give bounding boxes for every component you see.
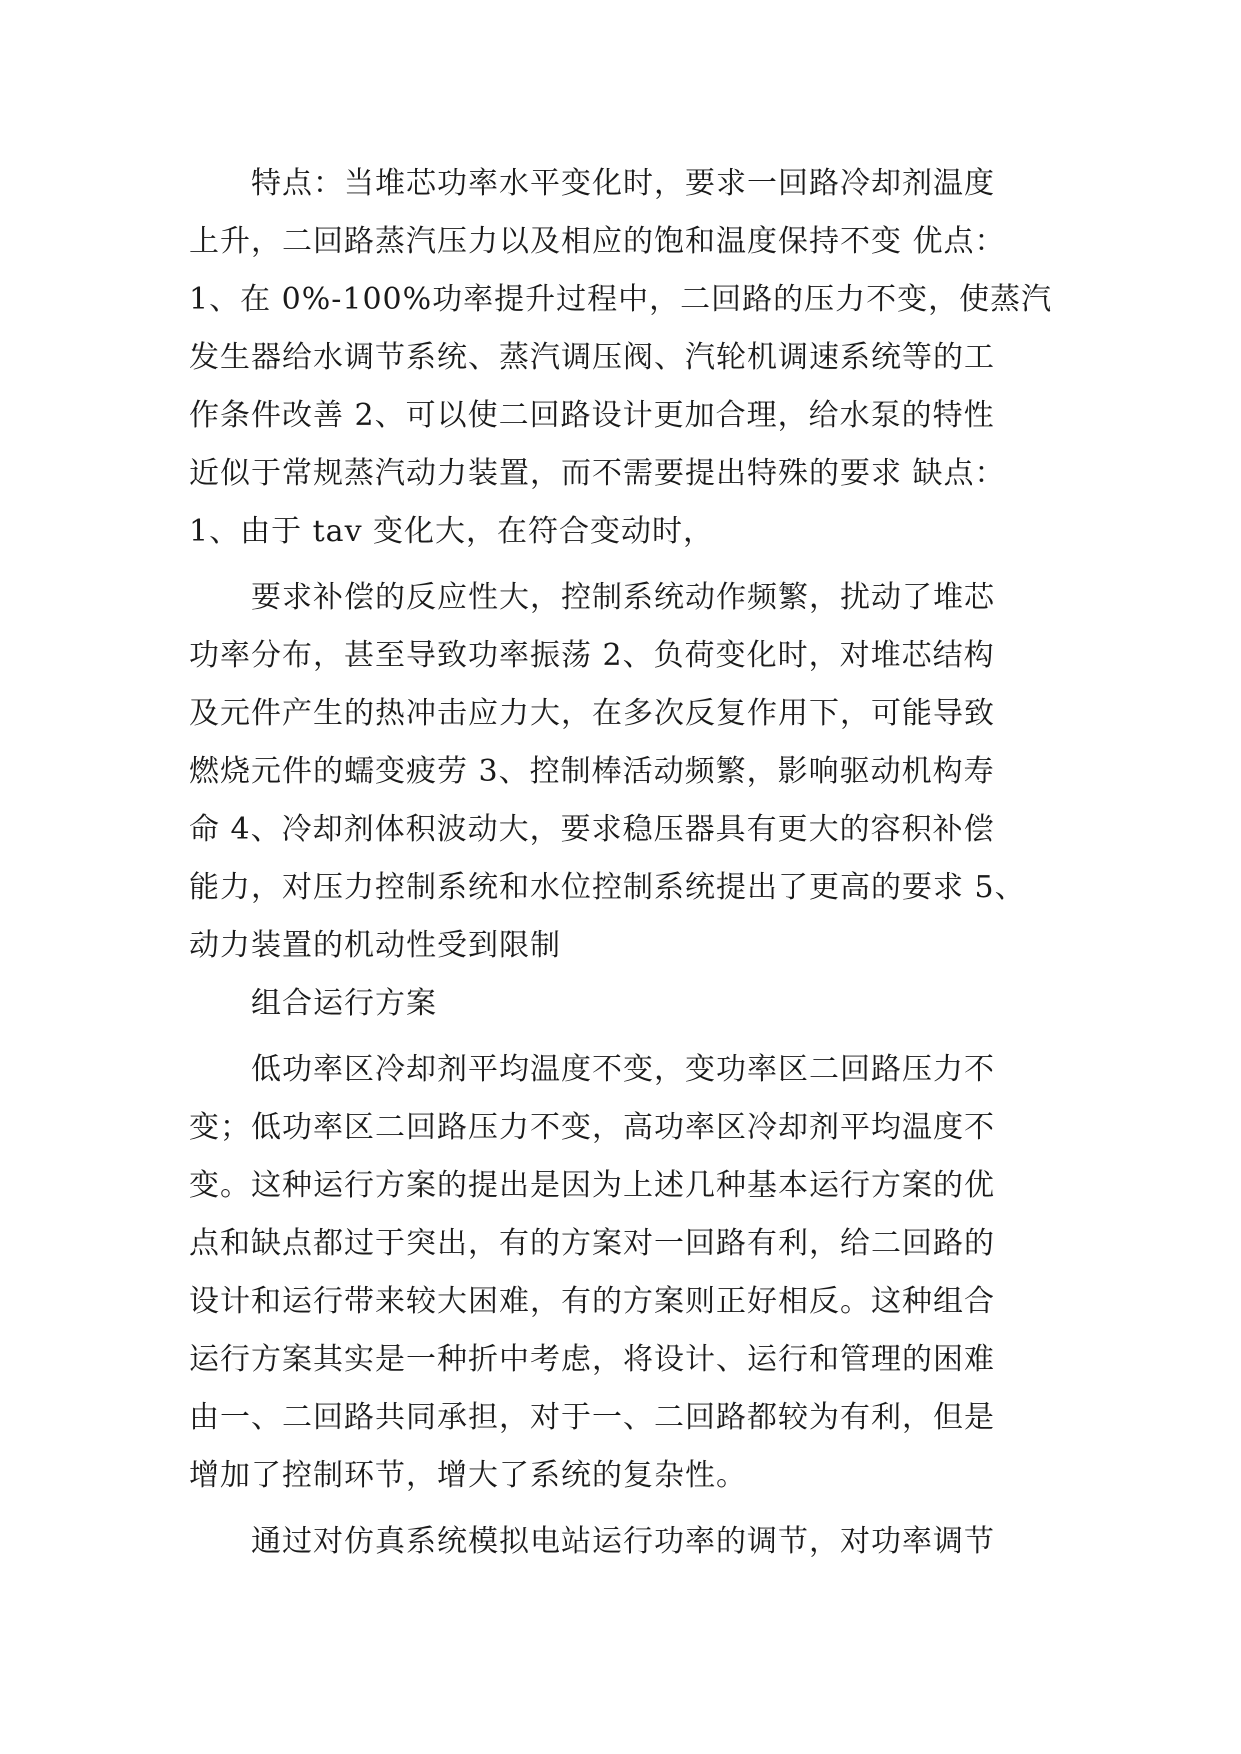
text-line: 设计和运行带来较大困难，有的方案则正好相反。这种组合: [189, 1284, 995, 1319]
text-line: 通过对仿真系统模拟电站运行功率的调节，对功率调节: [251, 1524, 995, 1559]
text-line: 近似于常规蒸汽动力装置，而不需要提出特殊的要求 缺点：: [189, 456, 1006, 491]
text-line: 低功率区冷却剂平均温度不变，变功率区二回路压力不: [251, 1052, 995, 1087]
text-line: 由一、二回路共同承担，对于一、二回路都较为有利，但是: [189, 1400, 995, 1435]
text-line: 作条件改善 2、可以使二回路设计更加合理，给水泵的特性: [189, 398, 995, 433]
paragraph-simulation: [189, 1513, 1049, 1571]
text-line: 特点：当堆芯功率水平变化时，要求一回路冷却剂温度: [251, 166, 995, 201]
text-line: 功率分布，甚至导致功率振荡 2、负荷变化时，对堆芯结构: [189, 638, 995, 673]
heading-text: 组合运行方案: [251, 986, 437, 1021]
text-line: 1、由于 tav 变化大，在符合变动时，: [189, 514, 715, 549]
text-line: 1、在 0%-100%功率提升过程中，二回路的压力不变，使蒸汽: [189, 282, 1053, 317]
text-line: 上升，二回路蒸汽压力以及相应的饱和温度保持不变 优点：: [189, 224, 1006, 259]
text-line: 变；低功率区二回路压力不变，高功率区冷却剂平均温度不: [189, 1110, 995, 1145]
text-line: 变。这种运行方案的提出是因为上述几种基本运行方案的优: [189, 1168, 995, 1203]
section-heading: [189, 975, 1049, 1033]
text-line: 发生器给水调节系统、蒸汽调压阀、汽轮机调速系统等的工: [189, 340, 995, 375]
paragraph-disadvantages: [189, 569, 1049, 975]
text-line: 动力装置的机动性受到限制: [189, 928, 561, 963]
text-line: 燃烧元件的蠕变疲劳 3、控制棒活动频繁，影响驱动机构寿: [189, 754, 995, 789]
document-body: [189, 155, 1053, 1571]
text-line: 及元件产生的热冲击应力大，在多次反复作用下，可能导致: [189, 696, 995, 731]
text-line: 运行方案其实是一种折中考虑，将设计、运行和管理的困难: [189, 1342, 995, 1377]
paragraph-combined-scheme: [189, 1041, 1049, 1505]
text-line: 要求补偿的反应性大，控制系统动作频繁，扰动了堆芯: [251, 580, 995, 615]
text-line: 命 4、冷却剂体积波动大，要求稳压器具有更大的容积补偿: [189, 812, 995, 847]
paragraph-features: [189, 155, 1053, 561]
text-line: 能力，对压力控制系统和水位控制系统提出了更高的要求 5、: [189, 870, 1026, 905]
text-line: 增加了控制环节，增大了系统的复杂性。: [189, 1458, 747, 1493]
text-line: 点和缺点都过于突出，有的方案对一回路有利，给二回路的: [189, 1226, 995, 1261]
